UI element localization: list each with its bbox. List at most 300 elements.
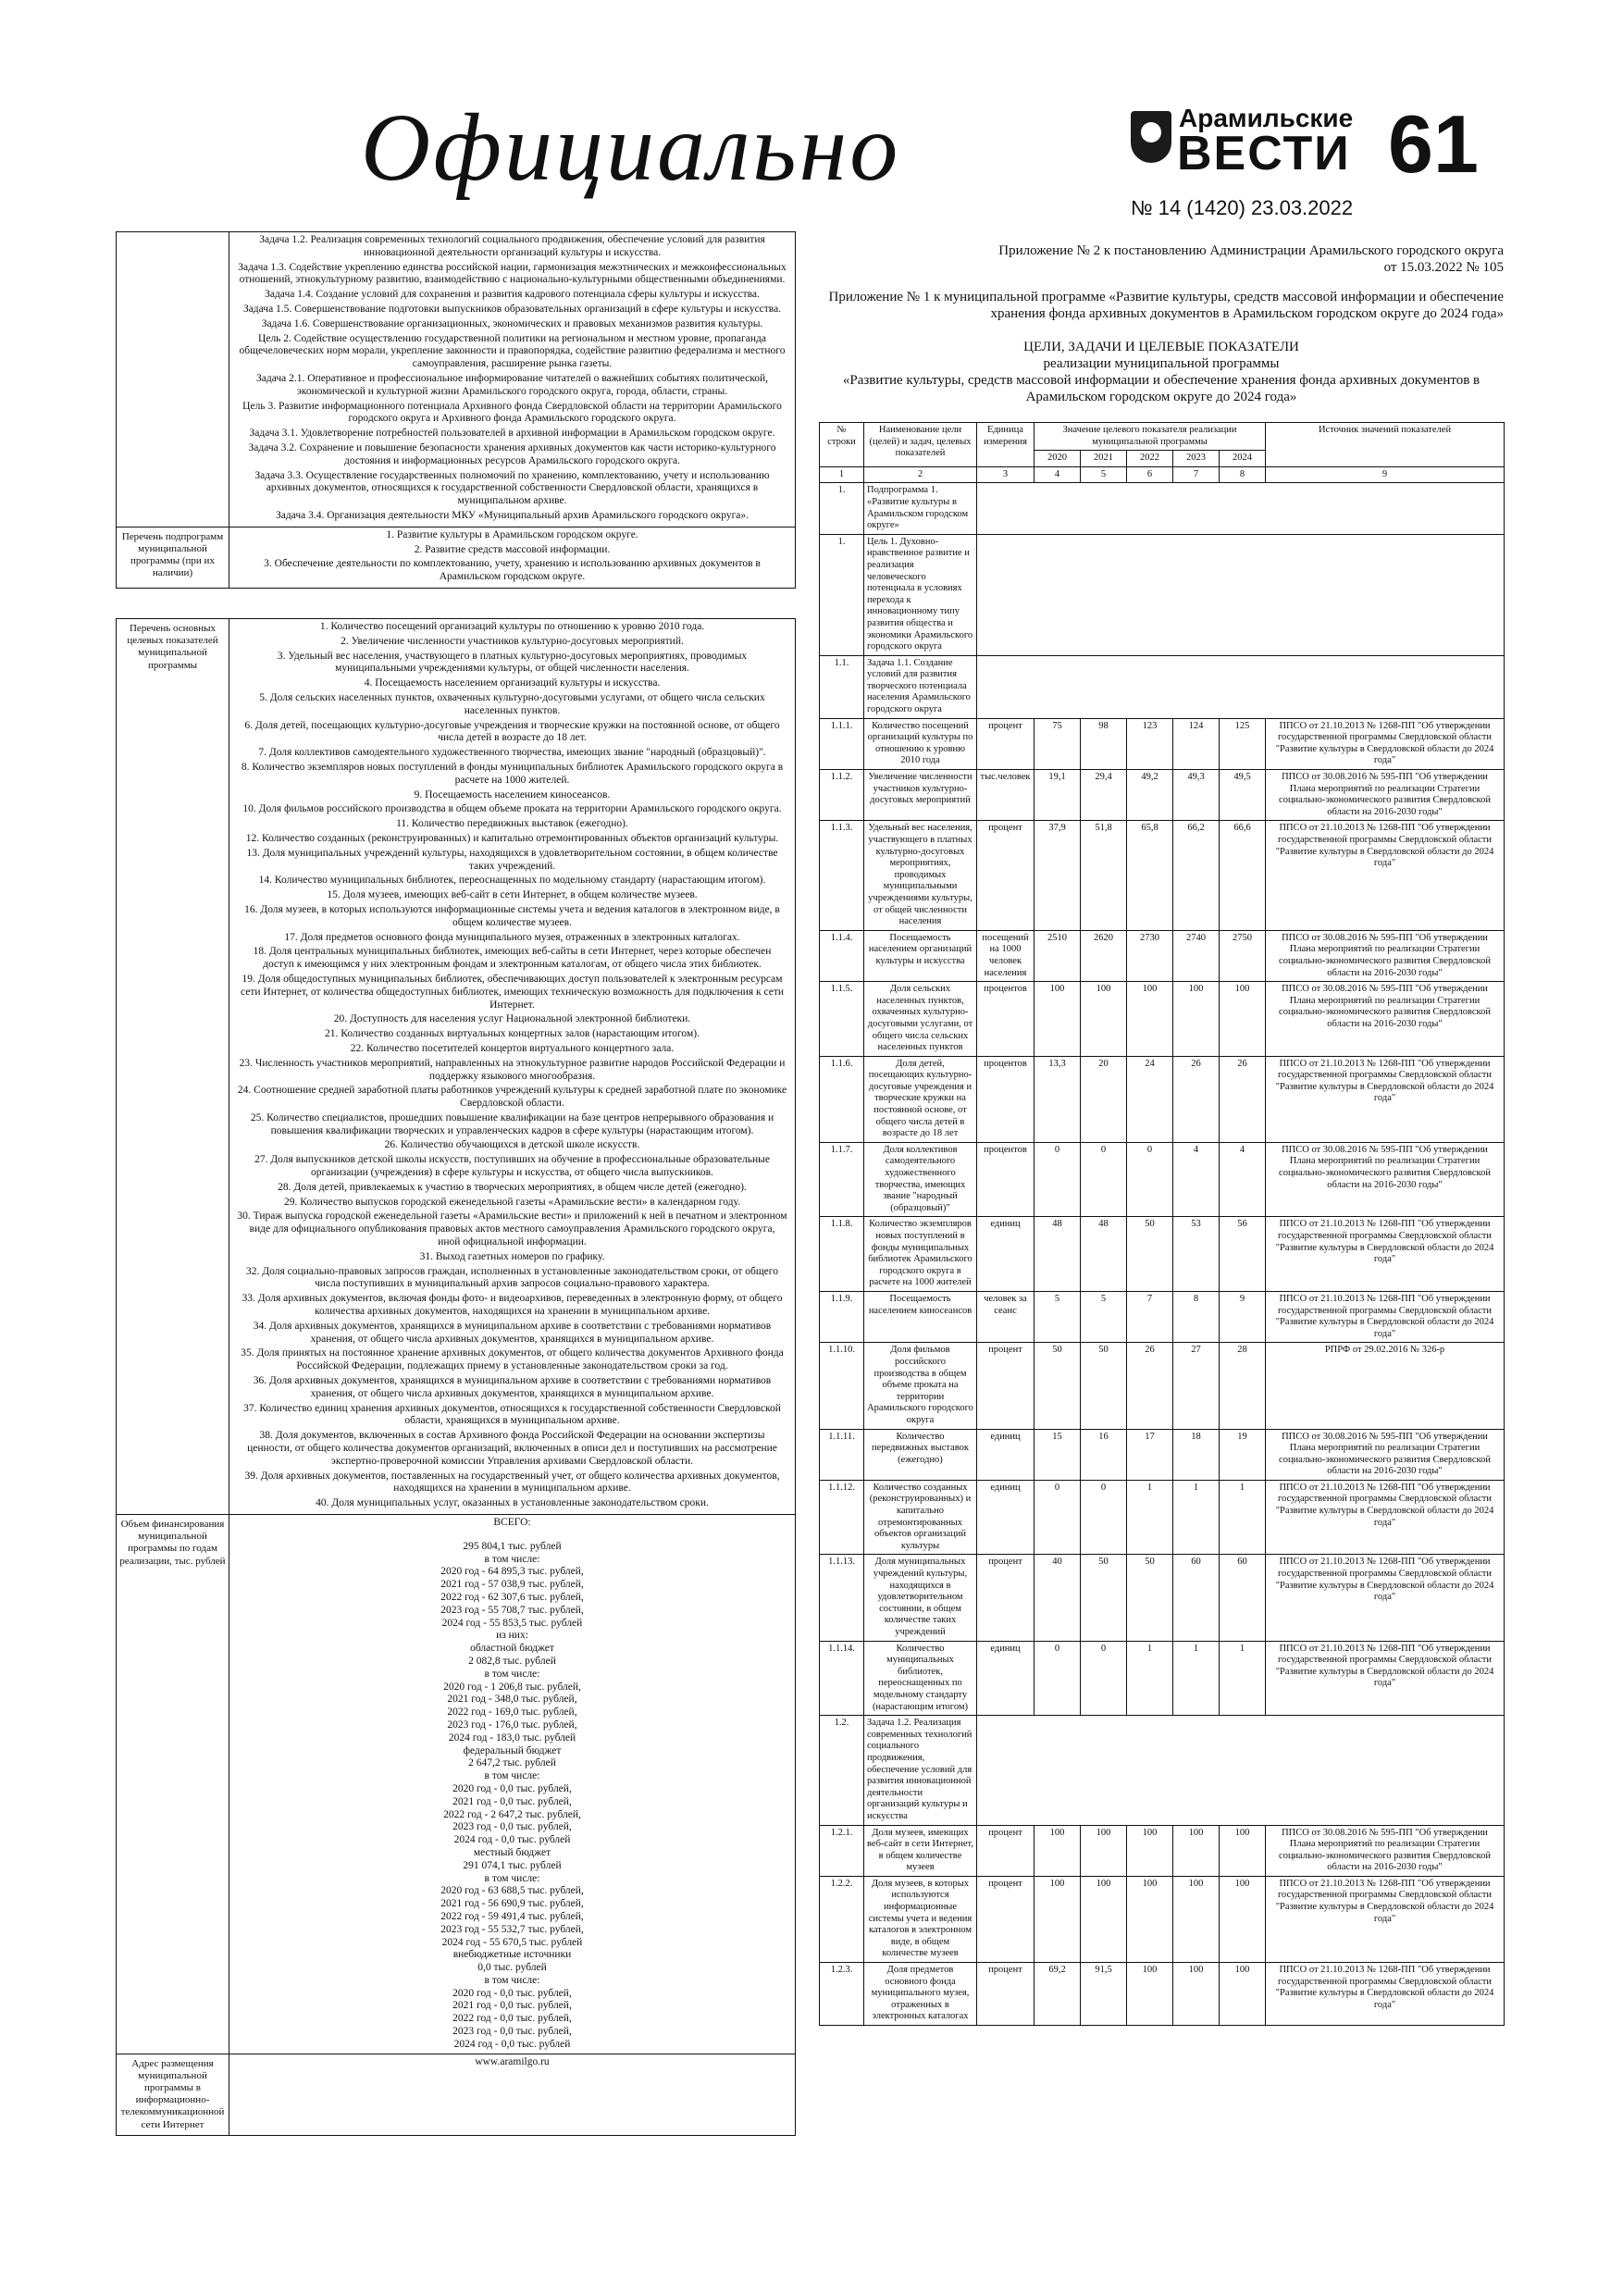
row-value: 4 — [1220, 1142, 1266, 1217]
row-source: ППСО от 30.08.2016 № 595-ПП "Об утверждении Плана мероприятий по реализации Стратегии социально-экономического развития Свердловской области на 2016-2030 годы" — [1266, 770, 1505, 821]
row-value: 37,9 — [1035, 821, 1081, 930]
table-row — [820, 930, 1505, 981]
row-value: 2740 — [1173, 930, 1220, 981]
empty-cell — [977, 1716, 1505, 1825]
task-item: Задача 1.3. Содействие укреплению единства российской нации, гармонизация межэтнических и межконфессиональных отношений, этнокультурному развитию, взаимодействию с национально-культурными общественными объединениями. — [238, 261, 787, 286]
goals-tasks-row — [116, 231, 796, 527]
indicator-item: 4. Посещаемость населением организаций культуры и искусства. — [364, 677, 661, 689]
row-value: 19 — [1220, 1429, 1266, 1480]
indicator-item: 16. Доля музеев, в которых используются информационные системы учета и ведения каталогов в электронном виде, в общем количестве музеев. — [244, 903, 780, 928]
row-value: 0 — [1081, 1641, 1127, 1716]
targets-table — [819, 422, 1505, 2026]
row-number: 1.1.6. — [820, 1056, 864, 1142]
finance-line: 2022 год - 2 647,2 тыс. рублей, — [443, 1808, 581, 1820]
indicator-item: 10. Доля фильмов российского производства в общем объеме проката на территории Арамильского городского округа. — [242, 803, 782, 815]
finance-line: областной бюджет — [470, 1643, 554, 1655]
row-value: 100 — [1220, 1825, 1266, 1876]
finance-line: 2022 год - 62 307,6 тыс. рублей, — [440, 1591, 584, 1603]
indicator-item: 40. Доля муниципальных услуг, оказанных в установленные законодательством сроки. — [316, 1497, 709, 1509]
task-item: Задача 1.5. Совершенствование подготовки выпускников образовательных организаций в сфере культуры и искусства. — [242, 303, 782, 315]
issue-number: № 14 (1420) 23.03.2022 — [1131, 196, 1354, 219]
address-value: www.aramilgo.ru — [475, 2055, 550, 2067]
row-value: 100 — [1173, 982, 1220, 1057]
row-unit: процент — [977, 1876, 1035, 1962]
row-value: 0 — [1127, 1142, 1173, 1217]
finance-line: 2020 год - 0,0 тыс. рублей, — [452, 1782, 572, 1794]
subprograms-list — [229, 527, 795, 588]
row-value: 48 — [1081, 1217, 1127, 1292]
row-name: Задача 1.2. Реализация современных технологий социального продвижения, обеспечение условий для развития инновационной деятельности организаций культуры и искусства — [864, 1716, 977, 1825]
finance-line: 2023 год - 55 708,7 тыс. рублей, — [440, 1604, 584, 1616]
row-value: 50 — [1127, 1555, 1173, 1641]
column-number: 5 — [1081, 466, 1127, 483]
row-value: 56 — [1220, 1217, 1266, 1292]
row-source: ППСО от 21.10.2013 № 1268-ПП "Об утверждении государственной программы Свердловской области "Развитие культуры в Свердловской области до 2024 года" — [1266, 1963, 1505, 2026]
column-number: 4 — [1035, 466, 1081, 483]
table-row — [820, 655, 1505, 718]
newspaper-logo — [1131, 104, 1353, 187]
row-value: 1 — [1220, 1480, 1266, 1555]
row-source: ППСО от 30.08.2016 № 595-ПП "Об утверждении Плана мероприятий по реализации Стратегии социально-экономического развития Свердловской области на 2016-2030 годы" — [1266, 930, 1505, 981]
table-row — [820, 534, 1505, 655]
row-value: 28 — [1220, 1343, 1266, 1429]
document-title — [819, 339, 1504, 405]
subprogram-item: 1. Развитие культуры в Арамильском городском округе. — [386, 528, 638, 540]
row-name: Посещаемость населением организаций культуры и искусства — [864, 930, 977, 981]
indicator-item: 32. Доля социально-правовых запросов граждан, исполненных в установленные законодательством сроки, от общего числа поступивших в муниципальный архив запросов социально-правового характера. — [246, 1265, 778, 1290]
row-value: 100 — [1220, 982, 1266, 1057]
table-row — [820, 1056, 1505, 1142]
row-unit: процент — [977, 821, 1035, 930]
row-unit: процентов — [977, 1056, 1035, 1142]
indicator-item: 27. Доля выпускников детской школы искусств, поступивших на обучение в профессиональные образовательные организации (учреждения) в сфере культуры и искусства, от общего числа выпускников. — [254, 1154, 770, 1179]
indicator-item: 29. Количество выпусков городской еженедельной газеты «Арамильские вести» в календарном году. — [284, 1196, 740, 1208]
row-unit: единиц — [977, 1429, 1035, 1480]
finance-line: в том числе: — [484, 1553, 540, 1565]
row-unit: процент — [977, 1825, 1035, 1876]
column-number: 3 — [977, 466, 1035, 483]
row-value: 5 — [1035, 1291, 1081, 1342]
row-unit: процент — [977, 1343, 1035, 1429]
header-name: Наименование цели (целей) и задач, целевых показателей — [864, 423, 977, 467]
row-value: 100 — [1173, 1876, 1220, 1962]
finance-line: 2020 год - 1 206,8 тыс. рублей, — [443, 1681, 581, 1693]
row-value: 16 — [1081, 1429, 1127, 1480]
row-value: 50 — [1081, 1343, 1127, 1429]
finance-label: Объем финансирования муниципальной программы по годам реализации, тыс. рублей — [117, 1515, 229, 2054]
indicators-block — [116, 618, 796, 2136]
coat-of-arms-icon — [1131, 111, 1171, 163]
finance-line: 2024 год - 55 853,5 тыс. рублей — [441, 1617, 583, 1629]
indicator-item: 25. Количество специалистов, прошедших повышение квалификации на базе центров непрерывного образования и повышения квалификации творческих и управленческих кадров в сфере культуры (нарастающим итогом). — [250, 1111, 774, 1136]
row-number: 1.2.1. — [820, 1825, 864, 1876]
address-row — [116, 2054, 796, 2136]
row-source: ППСО от 21.10.2013 № 1268-ПП "Об утверждении государственной программы Свердловской области "Развитие культуры в Свердловской области до 2024 года" — [1266, 1555, 1505, 1641]
task-item: Цель 3. Развитие информационного потенциала Архивного фонда Свердловской области на территории Арамильского городского округа и Архивного фонда Арамильского городского округа. — [242, 400, 782, 425]
row-number: 1.1.13. — [820, 1555, 864, 1641]
indicator-item: 28. Доля детей, привлекаемых к участию в творческих мероприятиях, в общем числе детей (ежегодно). — [278, 1181, 747, 1193]
finance-line: из них: — [496, 1630, 528, 1642]
row-value: 26 — [1173, 1056, 1220, 1142]
indicator-item: 8. Количество экземпляров новых поступлений в фонды муниципальных библиотек Арамильского городского округа в расчете на 1000 жителей. — [241, 761, 784, 786]
finance-list — [229, 1515, 795, 2054]
row-value: 20 — [1081, 1056, 1127, 1142]
row-unit: посещений на 1000 человек населения — [977, 930, 1035, 981]
row-value: 18 — [1173, 1429, 1220, 1480]
finance-line: 2023 год - 0,0 тыс. рублей, — [452, 1821, 572, 1833]
indicator-item: 13. Доля муниципальных учреждений культуры, находящихся в удовлетворительном состоянии, в общем количестве таких учреждений. — [246, 847, 778, 872]
row-value: 124 — [1173, 718, 1220, 769]
row-name: Доля муниципальных учреждений культуры, находящихся в удовлетворительном состоянии, в общем количестве таких учреждений — [864, 1555, 977, 1641]
row-name: Задача 1.1. Создание условий для развития творческого потенциала населения Арамильского городского округа — [864, 655, 977, 718]
appendix-line-3: Приложение № 1 к муниципальной программе «Развитие культуры, средств массовой информации и обеспечение хранения фонда архивных документов в Арамильском городском округе до 2024 года» — [828, 290, 1504, 321]
row-value: 50 — [1035, 1343, 1081, 1429]
goals-tasks-block — [116, 231, 796, 589]
year-header: 2022 — [1127, 451, 1173, 467]
task-item: Задача 3.3. Осуществление государственных полномочий по хранению, комплектованию, учету и использованию архивных документов, относящихся к государственной собственности Свердловской области, хранящихся в муниципальном архиве. — [254, 469, 770, 507]
row-source: РПРФ от 29.02.2016 № 326-р — [1266, 1343, 1505, 1429]
table-colnums-row — [820, 466, 1505, 483]
header-unit: Единица измерения — [977, 423, 1035, 467]
indicator-item: 12. Количество созданных (реконструированных) и капитально отремонтированных объектов организаций культуры. — [245, 832, 779, 844]
indicator-item: 11. Количество передвижных выставок (ежегодно). — [396, 818, 628, 830]
row-value: 53 — [1173, 1217, 1220, 1292]
indicator-item: 5. Доля сельских населенных пунктов, охваченных культурно-досуговыми услугами, от общего числа сельских населенных пунктов. — [259, 691, 765, 716]
row-unit: процентов — [977, 982, 1035, 1057]
column-number: 7 — [1173, 466, 1220, 483]
table-row — [820, 982, 1505, 1057]
row-value: 27 — [1173, 1343, 1220, 1429]
row-name: Доля фильмов российского производства в общем объеме проката на территории Арамильского городского округа — [864, 1343, 977, 1429]
row-source: ППСО от 21.10.2013 № 1268-ПП "Об утверждении государственной программы Свердловской области "Развитие культуры в Свердловской области до 2024 года" — [1266, 1217, 1505, 1292]
logo-line-1: Арамильские — [1179, 104, 1354, 132]
row-value: 98 — [1081, 718, 1127, 769]
row-name: Доля детей, посещающих культурно-досуговые учреждения и творческие кружки на постоянной основе, от общего числа детей в возрасте до 18 лет — [864, 1056, 977, 1142]
row-number: 1.1.7. — [820, 1142, 864, 1217]
row-name: Доля коллективов самодеятельного художественного творчества, имеющих звание "народный (образцовый)" — [864, 1142, 977, 1217]
table-row — [820, 1876, 1505, 1962]
indicator-item: 20. Доступность для населения услуг Национальной электронной библиотеки. — [333, 1013, 691, 1025]
table-row — [820, 1291, 1505, 1342]
row-number: 1.1.2. — [820, 770, 864, 821]
row-number: 1.1.3. — [820, 821, 864, 930]
row-value: 50 — [1081, 1555, 1127, 1641]
indicators-list — [229, 619, 795, 1514]
row-name: Увеличение численности участников культурно-досуговых мероприятий — [864, 770, 977, 821]
row-number: 1.1.12. — [820, 1480, 864, 1555]
table-row — [820, 483, 1505, 534]
row-value: 26 — [1127, 1343, 1173, 1429]
row-unit: единиц — [977, 1217, 1035, 1292]
row-source: ППСО от 30.08.2016 № 595-ПП "Об утверждении Плана мероприятий по реализации Стратегии социально-экономического развития Свердловской области на 2016-2030 годы" — [1266, 1142, 1505, 1217]
table-row — [820, 718, 1505, 769]
row-value: 0 — [1035, 1142, 1081, 1217]
finance-line: 2021 год - 348,0 тыс. рублей, — [447, 1694, 577, 1706]
finance-line: 0,0 тыс. рублей — [477, 1962, 547, 1974]
row-number: 1.1.10. — [820, 1343, 864, 1429]
row-source: ППСО от 21.10.2013 № 1268-ПП "Об утверждении государственной программы Свердловской области "Развитие культуры в Свердловской области до 2024 года" — [1266, 1480, 1505, 1555]
row-value: 2510 — [1035, 930, 1081, 981]
row-value: 100 — [1081, 1825, 1127, 1876]
indicator-item: 17. Доля предметов основного фонда муниципального музея, отраженных в электронных каталогах. — [284, 931, 740, 943]
appendix-section — [819, 242, 1504, 2026]
row-source: ППСО от 21.10.2013 № 1268-ПП "Об утверждении государственной программы Свердловской области "Развитие культуры в Свердловской области до 2024 года" — [1266, 1641, 1505, 1716]
row-value: 100 — [1127, 1876, 1173, 1962]
row-value: 91,5 — [1081, 1963, 1127, 2026]
finance-line: 2022 год - 169,0 тыс. рублей, — [447, 1706, 577, 1719]
row-value: 75 — [1035, 718, 1081, 769]
row-source: ППСО от 30.08.2016 № 595-ПП "Об утверждении Плана мероприятий по реализации Стратегии социально-экономического развития Свердловской области на 2016-2030 годы" — [1266, 1825, 1505, 1876]
row-number: 1.1.11. — [820, 1429, 864, 1480]
finance-line: в том числе: — [484, 1872, 540, 1884]
row-unit: процент — [977, 1555, 1035, 1641]
appendix-line-2: от 15.03.2022 № 105 — [1383, 260, 1504, 275]
title-line-3: «Развитие культуры, средств массовой информации и обеспечение хранения фонда архивных документов в Арамильском городском округе до 2024 года» — [842, 373, 1481, 404]
row-value: 100 — [1127, 1825, 1173, 1876]
row-value: 29,4 — [1081, 770, 1127, 821]
table-row — [820, 1142, 1505, 1217]
row-value: 100 — [1220, 1963, 1266, 2026]
row-number: 1. — [820, 483, 864, 534]
row-name: Удельный вес населения, участвующего в платных культурно-досуговых мероприятиях, проводимых муниципальными учреждениями культуры, от общей численности населения — [864, 821, 977, 930]
row-value: 100 — [1081, 1876, 1127, 1962]
row-value: 100 — [1127, 982, 1173, 1057]
row-value: 1 — [1173, 1480, 1220, 1555]
row-source: ППСО от 30.08.2016 № 595-ПП "Об утверждении Плана мероприятий по реализации Стратегии социально-экономического развития Свердловской области на 2016-2030 годы" — [1266, 982, 1505, 1057]
title-line-1: ЦЕЛИ, ЗАДАЧИ И ЦЕЛЕВЫЕ ПОКАЗАТЕЛИ — [1023, 340, 1299, 354]
row-value: 60 — [1173, 1555, 1220, 1641]
task-item: Задача 1.4. Создание условий для сохранения и развития кадрового потенциала сферы культуры и искусства. — [265, 289, 760, 301]
finance-line: 2024 год - 0,0 тыс. рублей — [453, 1834, 571, 1846]
table-row — [820, 1217, 1505, 1292]
row-name: Посещаемость населением киносеансов — [864, 1291, 977, 1342]
row-value: 26 — [1220, 1056, 1266, 1142]
row-value: 100 — [1173, 1825, 1220, 1876]
table-row — [820, 1343, 1505, 1429]
row-number: 1. — [820, 534, 864, 655]
row-number: 1.2.2. — [820, 1876, 864, 1962]
row-number: 1.2.3. — [820, 1963, 864, 2026]
row-name: Доля предметов основного фонда муниципального музея, отраженных в электронных каталогах — [864, 1963, 977, 2026]
row-name: Количество экземпляров новых поступлений в фонды муниципальных библиотек Арамильского городского округа в расчете на 1000 жителей — [864, 1217, 977, 1292]
row-value: 2620 — [1081, 930, 1127, 981]
subprograms-row — [116, 527, 796, 589]
row-unit: тыс.человек — [977, 770, 1035, 821]
subprograms-label: Перечень подпрограмм муниципальной программы (при их наличии) — [117, 527, 229, 588]
indicator-item: 9. Посещаемость населением киносеансов. — [414, 788, 611, 800]
row-value: 1 — [1127, 1641, 1173, 1716]
row-unit: единиц — [977, 1641, 1035, 1716]
row-value: 1 — [1127, 1480, 1173, 1555]
row-value: 49,2 — [1127, 770, 1173, 821]
finance-line: 295 804,1 тыс. рублей — [463, 1540, 562, 1552]
row-number: 1.1.9. — [820, 1291, 864, 1342]
year-header: 2021 — [1081, 451, 1127, 467]
row-number: 1.1. — [820, 655, 864, 718]
table-row — [820, 1480, 1505, 1555]
row-value: 13,3 — [1035, 1056, 1081, 1142]
table-row — [820, 1963, 1505, 2026]
row-value: 49,5 — [1220, 770, 1266, 821]
column-number: 6 — [1127, 466, 1173, 483]
row-name: Доля музеев, в которых используются информационные системы учета и ведения каталогов в электронном виде, в общем количестве музеев — [864, 1876, 977, 1962]
logo-line-2: ВЕСТИ — [1177, 127, 1351, 180]
indicator-item: 14. Количество муниципальных библиотек, переоснащенных по модельному стандарту (нарастающим итогом). — [258, 875, 766, 887]
indicator-item: 23. Численность участников мероприятий, направленных на этнокультурное развитие народов Российской Федерации и поддержку языкового многообразия. — [239, 1057, 786, 1082]
indicator-item: 37. Количество единиц хранения архивных документов, относящихся к государственной собственности Свердловской области, хранящихся в муниципальном архиве. — [243, 1402, 781, 1427]
column-number: 2 — [864, 466, 977, 483]
finance-line: 2021 год - 57 038,9 тыс. рублей, — [440, 1579, 584, 1591]
finance-line: 2 647,2 тыс. рублей — [468, 1757, 556, 1769]
finance-line: 2021 год - 0,0 тыс. рублей, — [452, 2000, 572, 2012]
indicator-item: 33. Доля архивных документов, включая фонды фото- и видеоархивов, переведенных в электронную форму, от общего количества архивных документов, находящихся на хранении в муниципальном архиве. — [242, 1293, 783, 1318]
finance-line: 2021 год - 0,0 тыс. рублей, — [452, 1795, 572, 1807]
row-name: Количество муниципальных библиотек, переоснащенных по модельному стандарту (нарастающим итогом) — [864, 1641, 977, 1716]
row-number: 1.1.4. — [820, 930, 864, 981]
row-value: 19,1 — [1035, 770, 1081, 821]
finance-line: ВСЕГО: — [493, 1517, 531, 1528]
finance-line: в том числе: — [484, 1770, 540, 1782]
indicator-item: 7. Доля коллективов самодеятельного художественного творчества, имеющих звание "народный (образцовый)". — [258, 747, 766, 759]
indicator-item: 26. Количество обучающихся в детской школе искусств. — [384, 1139, 640, 1151]
row-name: Цель 1. Духовно-нравственное развитие и реализация человеческого потенциала в условиях перехода к инновационному типу развития общества и экономики Арамильского городского округа — [864, 534, 977, 655]
subprogram-item: 2. Развитие средств массовой информации. — [414, 543, 611, 555]
table-row — [820, 1641, 1505, 1716]
task-item: Задача 1.2. Реализация современных технологий социального продвижения, обеспечение условий для развития инновационной деятельности организаций культуры и искусства. — [259, 234, 765, 258]
indicator-item: 19. Доля общедоступных муниципальных библиотек, обеспечивающих доступ пользователей к электронным ресурсам сети Интернет, от количества общедоступных библиотек, имеющих техническую возможность для подключения к сети Интернет. — [240, 973, 785, 1011]
row-value: 100 — [1127, 1963, 1173, 2026]
empty-cell — [977, 483, 1505, 534]
task-item: Задача 3.4. Организация деятельности МКУ «Муниципальный архив Арамильского городского округа». — [275, 509, 750, 521]
row-source: ППСО от 21.10.2013 № 1268-ПП "Об утверждении государственной программы Свердловской области "Развитие культуры в Свердловской области до 2024 года" — [1266, 1291, 1505, 1342]
indicator-item: 6. Доля детей, посещающих культурно-досуговые учреждения и творческие кружки на постоянной основе, от общего числа детей в возрасте до 18 лет. — [244, 719, 780, 744]
finance-line: 2024 год - 183,0 тыс. рублей — [448, 1731, 576, 1744]
indicator-item: 38. Доля документов, включенных в состав Архивного фонда Российской Федерации на основании экспертизы ценности, от общего количества документов организаций, включенных в описи дел и поступивших на рассмотрение экспертно-проверочной комиссии Управления архивами Свердловской области. — [247, 1430, 777, 1467]
table-row — [820, 821, 1505, 930]
task-item: Задача 1.6. Совершенствование организационных, экономических и правовых механизмов развития культуры. — [261, 317, 763, 329]
row-value: 0 — [1035, 1480, 1081, 1555]
row-unit: человек за сеанс — [977, 1291, 1035, 1342]
row-source: ППСО от 21.10.2013 № 1268-ПП "Об утверждении государственной программы Свердловской области "Развитие культуры в Свердловской области до 2024 года" — [1266, 1876, 1505, 1962]
finance-line — [237, 1530, 787, 1541]
table-row — [820, 1429, 1505, 1480]
finance-line: в том числе: — [484, 1974, 540, 1986]
row-number: 1.1.14. — [820, 1641, 864, 1716]
row-value: 8 — [1173, 1291, 1220, 1342]
indicators-label: Перечень основных целевых показателей муниципальной программы — [117, 619, 229, 1514]
finance-line: в том числе: — [484, 1668, 540, 1680]
finance-line: внебюджетные источники — [452, 1949, 572, 1961]
column-number: 1 — [820, 466, 864, 483]
row-name: Количество посещений организаций культуры по отношению к уровню 2010 года — [864, 718, 977, 769]
row-unit: процентов — [977, 1142, 1035, 1217]
row-value: 66,6 — [1220, 821, 1266, 930]
finance-line: 2023 год - 176,0 тыс. рублей, — [447, 1719, 577, 1731]
address-label: Адрес размещения муниципальной программы в информационно- телекоммуникационной сети Интернет — [117, 2054, 229, 2135]
row-value: 2730 — [1127, 930, 1173, 981]
row-value: 125 — [1220, 718, 1266, 769]
row-value: 40 — [1035, 1555, 1081, 1641]
table-row — [820, 1825, 1505, 1876]
table-row — [820, 1716, 1505, 1825]
goals-tasks-label — [117, 232, 229, 527]
empty-cell — [977, 655, 1505, 718]
finance-line: 2023 год - 55 532,7 тыс. рублей, — [440, 1923, 584, 1935]
row-value: 9 — [1220, 1291, 1266, 1342]
table-row — [820, 770, 1505, 821]
tasks-list — [229, 232, 795, 527]
row-value: 24 — [1127, 1056, 1173, 1142]
indicator-item: 39. Доля архивных документов, поставленных на государственный учет, от общего количества архивных документов, находящихся на хранении в муниципальном архиве. — [244, 1470, 780, 1495]
year-header: 2020 — [1035, 451, 1081, 467]
indicator-item: 35. Доля принятых на постоянное хранение архивных документов, от общего количества документов Архивного фонда Российской Федерации, подлежащих приему в установленные законодательством сроки за год. — [241, 1347, 784, 1372]
finance-line: 2022 год - 59 491,4 тыс. рублей, — [440, 1910, 584, 1922]
row-value: 100 — [1035, 982, 1081, 1057]
row-value: 2750 — [1220, 930, 1266, 981]
finance-line: 2021 год - 56 690,9 тыс. рублей, — [440, 1898, 584, 1910]
row-value: 100 — [1081, 982, 1127, 1057]
indicator-item: 36. Доля архивных документов, хранящихся в муниципальном архиве в соответствии с требованиями нормативов хранения, от общего числа архивных документов, хранящихся в муниципальном архиве. — [253, 1375, 772, 1399]
row-value: 15 — [1035, 1429, 1081, 1480]
row-name: Количество созданных (реконструированных) и капитально отремонтированных объектов организаций культуры — [864, 1480, 977, 1555]
empty-cell — [977, 534, 1505, 655]
year-header: 2024 — [1220, 451, 1266, 467]
row-source: ППСО от 30.08.2016 № 595-ПП "Об утверждении Плана мероприятий по реализации Стратегии социально-экономического развития Свердловской области на 2016-2030 годы" — [1266, 1429, 1505, 1480]
indicator-item: 24. Соотношение средней заработной платы работников учреждений культуры к средней заработной плате по экономике Свердловской области. — [237, 1085, 787, 1110]
finance-line: 2024 год - 55 670,5 тыс. рублей — [441, 1936, 583, 1948]
indicator-item: 31. Выход газетных номеров по графику. — [419, 1250, 605, 1262]
row-name: Доля сельских населенных пунктов, охваченных культурно-досуговыми услугами, от общего числа сельских населенных пунктов — [864, 982, 977, 1057]
row-value: 4 — [1173, 1142, 1220, 1217]
row-value: 60 — [1220, 1555, 1266, 1641]
row-value: 49,3 — [1173, 770, 1220, 821]
row-name: Доля музеев, имеющих веб-сайт в сети Интернет, в общем количестве музеев — [864, 1825, 977, 1876]
header-source: Источник значений показателей — [1266, 423, 1505, 467]
row-value: 0 — [1035, 1641, 1081, 1716]
page-number: 61 — [1388, 98, 1479, 190]
table-row — [820, 1555, 1505, 1641]
row-value: 7 — [1127, 1291, 1173, 1342]
indicator-item: 2. Увеличение численности участников культурно-досуговых мероприятий. — [341, 635, 684, 647]
indicator-item: 30. Тираж выпуска городской еженедельной газеты «Арамильские вести» и приложений к ней в печатном и электронном виде для официального опубликования правовых актов местного самоуправления Арамильского городского округа, иной официальной информации. — [237, 1210, 787, 1248]
header-values: Значение целевого показателя реализации муниципальной программы — [1035, 423, 1266, 451]
row-unit: процент — [977, 718, 1035, 769]
finance-line: 2020 год - 64 895,3 тыс. рублей, — [440, 1566, 584, 1578]
finance-line: 2020 год - 63 688,5 тыс. рублей, — [440, 1885, 584, 1897]
finance-line: 291 074,1 тыс. рублей — [463, 1859, 562, 1871]
finance-line: 2 082,8 тыс. рублей — [468, 1655, 556, 1667]
row-name: Подпрограмма 1. «Развитие культуры в Арамильском городском округе» — [864, 483, 977, 534]
row-value: 65,8 — [1127, 821, 1173, 930]
row-value: 51,8 — [1081, 821, 1127, 930]
row-value: 0 — [1081, 1480, 1127, 1555]
row-value: 48 — [1035, 1217, 1081, 1292]
row-number: 1.1.1. — [820, 718, 864, 769]
task-item: Цель 2. Содействие осуществлению государственной политики на региональном и местном уровне, пропаганда общечеловеческих норм морали, укрепление законности и правопорядка, содействие развитию федерализма и местного самоуправления, расширение рынка газеты. — [239, 332, 786, 370]
indicator-item: 3. Удельный вес населения, участвующего в платных культурно-досуговых мероприятиях, проводимых муниципальными учреждениями культуры, от общей численности населения. — [277, 650, 748, 675]
table-header-row — [820, 423, 1505, 451]
row-number: 1.1.5. — [820, 982, 864, 1057]
row-value: 50 — [1127, 1217, 1173, 1292]
row-number: 1.1.8. — [820, 1217, 864, 1292]
row-name: Количество передвижных выставок (ежегодно) — [864, 1429, 977, 1480]
finance-line: федеральный бюджет — [463, 1744, 562, 1756]
column-number: 9 — [1266, 466, 1505, 483]
finance-line: 2020 год - 0,0 тыс. рублей, — [452, 1987, 572, 1999]
row-source: ППСО от 21.10.2013 № 1268-ПП "Об утверждении государственной программы Свердловской области "Развитие культуры в Свердловской области до 2024 года" — [1266, 821, 1505, 930]
finance-line: местный бюджет — [473, 1846, 551, 1858]
section-title: Официально — [361, 94, 901, 201]
